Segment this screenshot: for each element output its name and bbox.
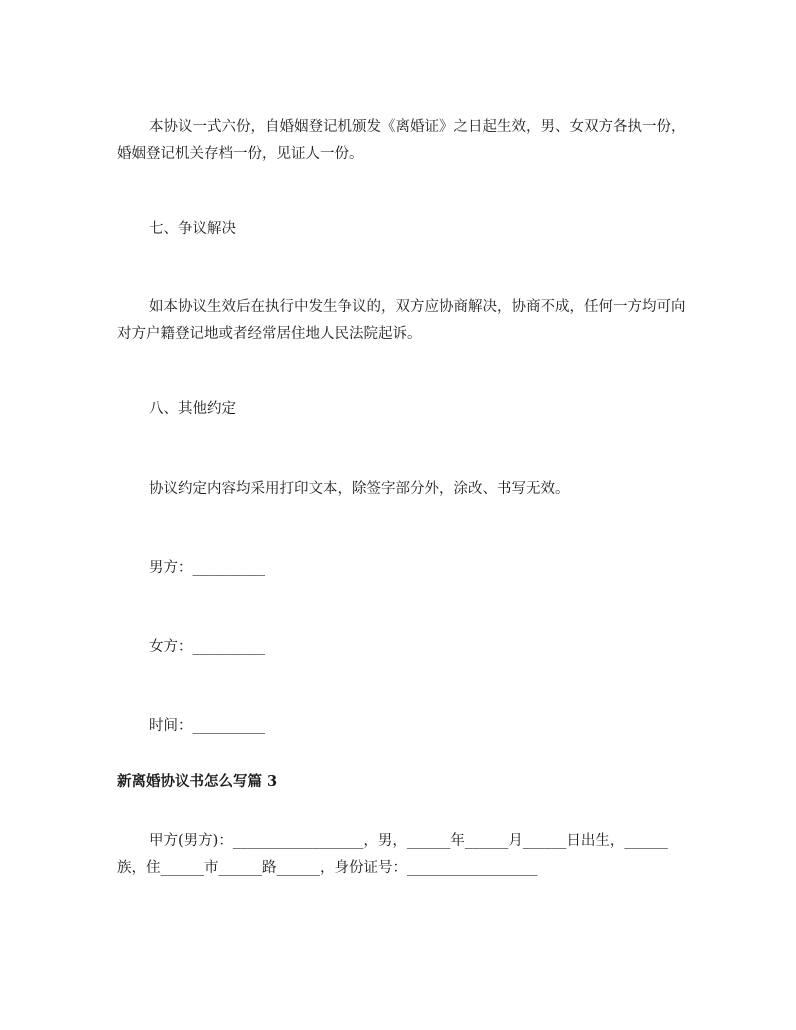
section-heading: 新离婚协议书怎么写篇 3 xyxy=(117,773,278,790)
section-8-body: 协议约定内容均采用打印文本，除签字部分外，涂改、书写无效。 xyxy=(149,481,570,497)
signature-male: 男方：__________ xyxy=(149,560,265,576)
copies-clause: 本协议一式六份，自婚姻登记机颁发《离婚证》之日起生效，男、女双方各执一份，婚姻登记机关存档一份，见证人一份。 xyxy=(117,119,686,162)
party-a-info: 甲方(男方)：__________________，男，______年______月______日出生，______族，住______市______路______，身份证号：__________________ xyxy=(117,833,668,876)
signature-female: 女方：__________ xyxy=(149,639,265,655)
signature-time: 时间：__________ xyxy=(149,718,265,734)
section-7-title: 七、争议解决 xyxy=(149,221,236,237)
section-8-title: 八、其他约定 xyxy=(149,401,236,417)
section-7-body: 如本协议生效后在执行中发生争议的，双方应协商解决，协商不成，任何一方均可向对方户籍登记地或者经常居住地人民法院起诉。 xyxy=(117,299,686,342)
